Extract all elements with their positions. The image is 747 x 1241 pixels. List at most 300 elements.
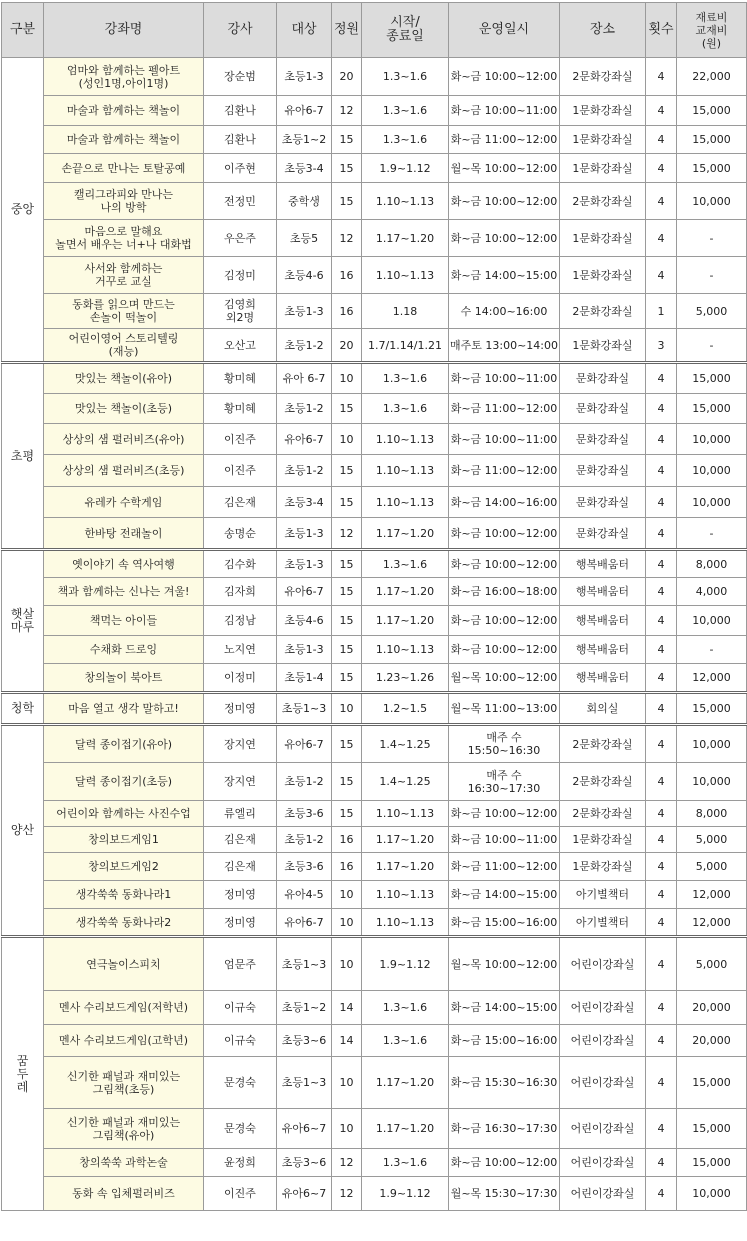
dates-cell: 1.17~1.20 [362, 1109, 449, 1149]
sessions-cell: 4 [646, 636, 677, 664]
capacity-cell: 12 [332, 1149, 362, 1177]
fee-cell: 15,000 [677, 1149, 747, 1177]
table-row [2, 725, 747, 763]
schedule-cell: 매주 수 15:50~16:30 [449, 725, 560, 763]
dates-cell: 1.9~1.12 [362, 1177, 449, 1211]
place-cell: 2문화강좌실 [560, 801, 646, 827]
course-title: 멘사 수리보드게임(고학년) [44, 1025, 204, 1057]
capacity-cell: 16 [332, 827, 362, 853]
fee-cell: 15,000 [677, 394, 747, 424]
sessions-cell: 4 [646, 518, 677, 550]
header-instructor: 강사 [204, 3, 277, 58]
schedule-cell: 화~금 10:00~12:00 [449, 636, 560, 664]
schedule-cell: 화~금 11:00~12:00 [449, 394, 560, 424]
instructor-cell: 전정민 [204, 183, 277, 220]
table-row [2, 58, 747, 96]
place-cell: 문화강좌실 [560, 487, 646, 518]
target-cell: 초등1-2 [277, 329, 332, 363]
dates-cell: 1.17~1.20 [362, 1057, 449, 1109]
schedule-cell: 화~금 15:00~16:00 [449, 909, 560, 937]
instructor-cell: 정미영 [204, 881, 277, 909]
table-row [2, 801, 747, 827]
instructor-cell: 이규숙 [204, 991, 277, 1025]
target-cell: 중학생 [277, 183, 332, 220]
place-cell: 어린이강좌실 [560, 991, 646, 1025]
instructor-cell: 김환나 [204, 126, 277, 154]
target-cell: 초등1~2 [277, 991, 332, 1025]
table-row [2, 853, 747, 881]
capacity-cell: 10 [332, 937, 362, 991]
table-row [2, 606, 747, 636]
capacity-cell: 15 [332, 606, 362, 636]
dates-cell: 1.9~1.12 [362, 937, 449, 991]
course-title: 달력 종이접기(유아) [44, 725, 204, 763]
course-title: 상상의 샘 펄러비즈(초등) [44, 455, 204, 487]
header-course-name: 강좌명 [44, 3, 204, 58]
fee-cell: 10,000 [677, 424, 747, 455]
place-cell: 2문화강좌실 [560, 294, 646, 329]
place-cell: 어린이강좌실 [560, 1149, 646, 1177]
place-cell: 1문화강좌실 [560, 96, 646, 126]
capacity-cell: 15 [332, 763, 362, 801]
instructor-cell: 문경숙 [204, 1109, 277, 1149]
place-cell: 어린이강좌실 [560, 1177, 646, 1211]
table-row [2, 154, 747, 183]
capacity-cell: 15 [332, 126, 362, 154]
instructor-cell: 이진주 [204, 1177, 277, 1211]
table-row [2, 424, 747, 455]
dates-cell: 1.4~1.25 [362, 763, 449, 801]
target-cell: 초등3-6 [277, 853, 332, 881]
dates-cell: 1.10~1.13 [362, 455, 449, 487]
table-row [2, 329, 747, 363]
target-cell: 유아 6-7 [277, 363, 332, 394]
target-cell: 초등1-2 [277, 763, 332, 801]
sessions-cell: 1 [646, 294, 677, 329]
place-cell: 1문화강좌실 [560, 853, 646, 881]
schedule-cell: 화~금 14:00~15:00 [449, 257, 560, 294]
instructor-cell: 장지연 [204, 725, 277, 763]
dates-cell: 1.3~1.6 [362, 126, 449, 154]
place-cell: 1문화강좌실 [560, 257, 646, 294]
instructor-cell: 김은재 [204, 487, 277, 518]
capacity-cell: 14 [332, 991, 362, 1025]
capacity-cell: 10 [332, 363, 362, 394]
capacity-cell: 10 [332, 1109, 362, 1149]
fee-cell: 8,000 [677, 550, 747, 578]
dates-cell: 1.3~1.6 [362, 394, 449, 424]
sessions-cell: 4 [646, 1025, 677, 1057]
sessions-cell: 4 [646, 220, 677, 257]
instructor-cell: 김영희 외2명 [204, 294, 277, 329]
fee-cell: 5,000 [677, 853, 747, 881]
schedule-cell: 화~금 10:00~12:00 [449, 801, 560, 827]
fee-cell: - [677, 257, 747, 294]
instructor-cell: 이주현 [204, 154, 277, 183]
table-row [2, 827, 747, 853]
dates-cell: 1.10~1.13 [362, 801, 449, 827]
instructor-cell: 정미영 [204, 909, 277, 937]
capacity-cell: 15 [332, 725, 362, 763]
instructor-cell: 오산고 [204, 329, 277, 363]
capacity-cell: 15 [332, 636, 362, 664]
sessions-cell: 4 [646, 183, 677, 220]
fee-cell: 15,000 [677, 363, 747, 394]
schedule-cell: 화~금 10:00~12:00 [449, 183, 560, 220]
dates-cell: 1.17~1.20 [362, 518, 449, 550]
course-title: 사서와 함께하는 거꾸로 교실 [44, 257, 204, 294]
fee-cell: 10,000 [677, 487, 747, 518]
instructor-cell: 노지연 [204, 636, 277, 664]
place-cell: 문화강좌실 [560, 455, 646, 487]
course-title: 동화 속 입체펄러비즈 [44, 1177, 204, 1211]
course-title: 유레카 수학게임 [44, 487, 204, 518]
dates-cell: 1.10~1.13 [362, 881, 449, 909]
capacity-cell: 14 [332, 1025, 362, 1057]
header-place: 장소 [560, 3, 646, 58]
table-row [2, 96, 747, 126]
instructor-cell: 이규숙 [204, 1025, 277, 1057]
capacity-cell: 15 [332, 487, 362, 518]
sessions-cell: 4 [646, 693, 677, 725]
table-row [2, 991, 747, 1025]
place-cell: 문화강좌실 [560, 424, 646, 455]
dates-cell: 1.3~1.6 [362, 550, 449, 578]
capacity-cell: 10 [332, 881, 362, 909]
capacity-cell: 15 [332, 394, 362, 424]
target-cell: 초등1-3 [277, 294, 332, 329]
schedule-cell: 화~금 10:00~12:00 [449, 220, 560, 257]
dates-cell: 1.3~1.6 [362, 363, 449, 394]
fee-cell: 10,000 [677, 183, 747, 220]
table-body [2, 58, 747, 1211]
dates-cell: 1.3~1.6 [362, 58, 449, 96]
instructor-cell: 이정미 [204, 664, 277, 693]
place-cell: 2문화강좌실 [560, 763, 646, 801]
table-row [2, 1025, 747, 1057]
program-schedule-table [1, 2, 747, 1211]
capacity-cell: 20 [332, 329, 362, 363]
capacity-cell: 12 [332, 220, 362, 257]
instructor-cell: 김정미 [204, 257, 277, 294]
schedule-cell: 화~금 14:00~16:00 [449, 487, 560, 518]
course-title: 연극놀이스피치 [44, 937, 204, 991]
sessions-cell: 4 [646, 1149, 677, 1177]
course-title: 신기한 패널과 재미있는 그림책(초등) [44, 1057, 204, 1109]
place-cell: 회의실 [560, 693, 646, 725]
target-cell: 초등4-6 [277, 606, 332, 636]
fee-cell: 10,000 [677, 455, 747, 487]
schedule-cell: 화~금 11:00~12:00 [449, 126, 560, 154]
target-cell: 유아4-5 [277, 881, 332, 909]
place-cell: 2문화강좌실 [560, 58, 646, 96]
dates-cell: 1.10~1.13 [362, 909, 449, 937]
instructor-cell: 김환나 [204, 96, 277, 126]
course-title: 맛있는 책놀이(초등) [44, 394, 204, 424]
course-title: 어린이와 함께하는 사진수업 [44, 801, 204, 827]
sessions-cell: 4 [646, 58, 677, 96]
instructor-cell: 정미영 [204, 693, 277, 725]
schedule-cell: 화~금 10:00~12:00 [449, 58, 560, 96]
course-title: 마음 열고 생각 말하고! [44, 693, 204, 725]
place-cell: 어린이강좌실 [560, 1057, 646, 1109]
instructor-cell: 장지연 [204, 763, 277, 801]
fee-cell: 10,000 [677, 606, 747, 636]
schedule-cell: 화~금 10:00~11:00 [449, 96, 560, 126]
instructor-cell: 황미혜 [204, 363, 277, 394]
place-cell: 행복배움터 [560, 636, 646, 664]
header-schedule: 운영일시 [449, 3, 560, 58]
place-cell: 문화강좌실 [560, 363, 646, 394]
target-cell: 초등1~3 [277, 693, 332, 725]
schedule-cell: 화~금 14:00~15:00 [449, 991, 560, 1025]
target-cell: 초등1~2 [277, 126, 332, 154]
course-title: 손끝으로 만나는 토탈공예 [44, 154, 204, 183]
target-cell: 초등3~6 [277, 1149, 332, 1177]
table-header-row [2, 3, 747, 58]
target-cell: 초등1~3 [277, 937, 332, 991]
schedule-cell: 화~금 11:00~12:00 [449, 853, 560, 881]
sessions-cell: 4 [646, 455, 677, 487]
fee-cell: 5,000 [677, 827, 747, 853]
schedule-cell: 화~금 16:00~18:00 [449, 578, 560, 606]
dates-cell: 1.2~1.5 [362, 693, 449, 725]
category-cell: 중앙 [2, 58, 44, 363]
sessions-cell: 4 [646, 991, 677, 1025]
place-cell: 문화강좌실 [560, 518, 646, 550]
course-title: 창의보드게임2 [44, 853, 204, 881]
place-cell: 2문화강좌실 [560, 725, 646, 763]
dates-cell: 1.10~1.13 [362, 183, 449, 220]
target-cell: 초등1-2 [277, 827, 332, 853]
schedule-cell: 화~금 15:30~16:30 [449, 1057, 560, 1109]
dates-cell: 1.4~1.25 [362, 725, 449, 763]
instructor-cell: 송명순 [204, 518, 277, 550]
course-title: 창의놀이 북아트 [44, 664, 204, 693]
schedule-cell: 수 14:00~16:00 [449, 294, 560, 329]
table-row [2, 664, 747, 693]
capacity-cell: 12 [332, 96, 362, 126]
course-title: 엄마와 함께하는 펠아트 (성인1명,아이1명) [44, 58, 204, 96]
dates-cell: 1.7/1.14/1.21 [362, 329, 449, 363]
instructor-cell: 엄문주 [204, 937, 277, 991]
target-cell: 유아6-7 [277, 96, 332, 126]
fee-cell: - [677, 220, 747, 257]
instructor-cell: 김수화 [204, 550, 277, 578]
instructor-cell: 우은주 [204, 220, 277, 257]
fee-cell: 12,000 [677, 664, 747, 693]
capacity-cell: 15 [332, 183, 362, 220]
fee-cell: 4,000 [677, 578, 747, 606]
capacity-cell: 10 [332, 1057, 362, 1109]
target-cell: 초등4-6 [277, 257, 332, 294]
target-cell: 초등3-6 [277, 801, 332, 827]
dates-cell: 1.10~1.13 [362, 424, 449, 455]
course-title: 창의보드게임1 [44, 827, 204, 853]
table-row [2, 1177, 747, 1211]
place-cell: 아기별책터 [560, 909, 646, 937]
category-cell: 꿈 두 레 [2, 937, 44, 1211]
course-title: 마술과 함께하는 책놀이 [44, 126, 204, 154]
fee-cell: - [677, 636, 747, 664]
table-row [2, 294, 747, 329]
course-title: 옛이야기 속 역사여행 [44, 550, 204, 578]
instructor-cell: 김정남 [204, 606, 277, 636]
target-cell: 유아6~7 [277, 1109, 332, 1149]
sessions-cell: 4 [646, 853, 677, 881]
place-cell: 행복배움터 [560, 578, 646, 606]
schedule-cell: 화~금 11:00~12:00 [449, 455, 560, 487]
fee-cell: 10,000 [677, 763, 747, 801]
place-cell: 행복배움터 [560, 550, 646, 578]
table-row [2, 881, 747, 909]
course-title: 신기한 패널과 재미있는 그림책(유아) [44, 1109, 204, 1149]
fee-cell: 15,000 [677, 154, 747, 183]
table-row [2, 394, 747, 424]
schedule-cell: 화~금 10:00~12:00 [449, 1149, 560, 1177]
capacity-cell: 16 [332, 257, 362, 294]
instructor-cell: 류엘리 [204, 801, 277, 827]
target-cell: 초등1-3 [277, 518, 332, 550]
target-cell: 초등1-3 [277, 550, 332, 578]
category-cell: 햇살 마루 [2, 550, 44, 693]
schedule-cell: 화~금 10:00~12:00 [449, 518, 560, 550]
target-cell: 유아6-7 [277, 909, 332, 937]
sessions-cell: 4 [646, 909, 677, 937]
place-cell: 아기별책터 [560, 881, 646, 909]
target-cell: 초등1~3 [277, 1057, 332, 1109]
capacity-cell: 12 [332, 1177, 362, 1211]
sessions-cell: 4 [646, 394, 677, 424]
instructor-cell: 황미혜 [204, 394, 277, 424]
instructor-cell: 이진주 [204, 424, 277, 455]
schedule-cell: 월~목 10:00~12:00 [449, 154, 560, 183]
schedule-cell: 매주토 13:00~14:00 [449, 329, 560, 363]
dates-cell: 1.18 [362, 294, 449, 329]
fee-cell: 15,000 [677, 1057, 747, 1109]
dates-cell: 1.3~1.6 [362, 1025, 449, 1057]
dates-cell: 1.17~1.20 [362, 853, 449, 881]
table-row [2, 257, 747, 294]
table-row [2, 363, 747, 394]
sessions-cell: 4 [646, 1109, 677, 1149]
sessions-cell: 3 [646, 329, 677, 363]
sessions-cell: 4 [646, 257, 677, 294]
course-title: 책먹는 아이들 [44, 606, 204, 636]
capacity-cell: 16 [332, 853, 362, 881]
fee-cell: 5,000 [677, 294, 747, 329]
schedule-cell: 화~금 10:00~11:00 [449, 827, 560, 853]
schedule-cell: 화~금 15:00~16:00 [449, 1025, 560, 1057]
sessions-cell: 4 [646, 578, 677, 606]
table-row [2, 126, 747, 154]
target-cell: 초등1-3 [277, 58, 332, 96]
sessions-cell: 4 [646, 801, 677, 827]
fee-cell: 8,000 [677, 801, 747, 827]
course-title: 멘사 수리보드게임(저학년) [44, 991, 204, 1025]
sessions-cell: 4 [646, 881, 677, 909]
fee-cell: 20,000 [677, 1025, 747, 1057]
course-title: 마술과 함께하는 책놀이 [44, 96, 204, 126]
place-cell: 1문화강좌실 [560, 154, 646, 183]
category-cell: 초평 [2, 363, 44, 550]
target-cell: 초등5 [277, 220, 332, 257]
place-cell: 어린이강좌실 [560, 937, 646, 991]
schedule-cell: 매주 수 16:30~17:30 [449, 763, 560, 801]
capacity-cell: 10 [332, 424, 362, 455]
capacity-cell: 15 [332, 664, 362, 693]
sessions-cell: 4 [646, 606, 677, 636]
course-title: 생각쑥쑥 동화나라2 [44, 909, 204, 937]
table-row [2, 220, 747, 257]
capacity-cell: 10 [332, 693, 362, 725]
sessions-cell: 4 [646, 1057, 677, 1109]
schedule-cell: 월~목 10:00~12:00 [449, 937, 560, 991]
dates-cell: 1.10~1.13 [362, 636, 449, 664]
sessions-cell: 4 [646, 126, 677, 154]
dates-cell: 1.9~1.12 [362, 154, 449, 183]
fee-cell: 10,000 [677, 1177, 747, 1211]
fee-cell: 15,000 [677, 1109, 747, 1149]
instructor-cell: 김자희 [204, 578, 277, 606]
target-cell: 초등3-4 [277, 154, 332, 183]
capacity-cell: 15 [332, 801, 362, 827]
table-row [2, 937, 747, 991]
capacity-cell: 15 [332, 455, 362, 487]
course-title: 캘리그라피와 만나는 나의 방학 [44, 183, 204, 220]
schedule-cell: 화~금 10:00~11:00 [449, 363, 560, 394]
table-row [2, 550, 747, 578]
fee-cell: - [677, 329, 747, 363]
table-row [2, 518, 747, 550]
course-title: 생각쑥쑥 동화나라1 [44, 881, 204, 909]
table-row [2, 183, 747, 220]
dates-cell: 1.10~1.13 [362, 257, 449, 294]
header-dates: 시작/ 종료일 [362, 3, 449, 58]
instructor-cell: 장순범 [204, 58, 277, 96]
schedule-cell: 월~목 11:00~13:00 [449, 693, 560, 725]
place-cell: 행복배움터 [560, 664, 646, 693]
dates-cell: 1.23~1.26 [362, 664, 449, 693]
target-cell: 초등1-3 [277, 636, 332, 664]
table-row [2, 1149, 747, 1177]
capacity-cell: 20 [332, 58, 362, 96]
course-title: 수채화 드로잉 [44, 636, 204, 664]
target-cell: 유아6~7 [277, 1177, 332, 1211]
target-cell: 초등1-2 [277, 394, 332, 424]
table-row [2, 909, 747, 937]
sessions-cell: 4 [646, 154, 677, 183]
header-fee: 재료비 교재비 (원) [677, 3, 747, 58]
place-cell: 어린이강좌실 [560, 1025, 646, 1057]
table-row [2, 636, 747, 664]
fee-cell: 15,000 [677, 126, 747, 154]
course-title: 어린이영어 스토리텔링 (재능) [44, 329, 204, 363]
category-cell: 양산 [2, 725, 44, 937]
target-cell: 유아6-7 [277, 725, 332, 763]
table-row [2, 455, 747, 487]
dates-cell: 1.17~1.20 [362, 827, 449, 853]
sessions-cell: 4 [646, 725, 677, 763]
course-title: 마음으로 말해요 놀면서 배우는 너+나 대화법 [44, 220, 204, 257]
place-cell: 1문화강좌실 [560, 220, 646, 257]
place-cell: 1문화강좌실 [560, 126, 646, 154]
course-title: 맛있는 책놀이(유아) [44, 363, 204, 394]
place-cell: 문화강좌실 [560, 394, 646, 424]
dates-cell: 1.10~1.13 [362, 487, 449, 518]
course-title: 상상의 샘 펄러비즈(유아) [44, 424, 204, 455]
place-cell: 2문화강좌실 [560, 183, 646, 220]
